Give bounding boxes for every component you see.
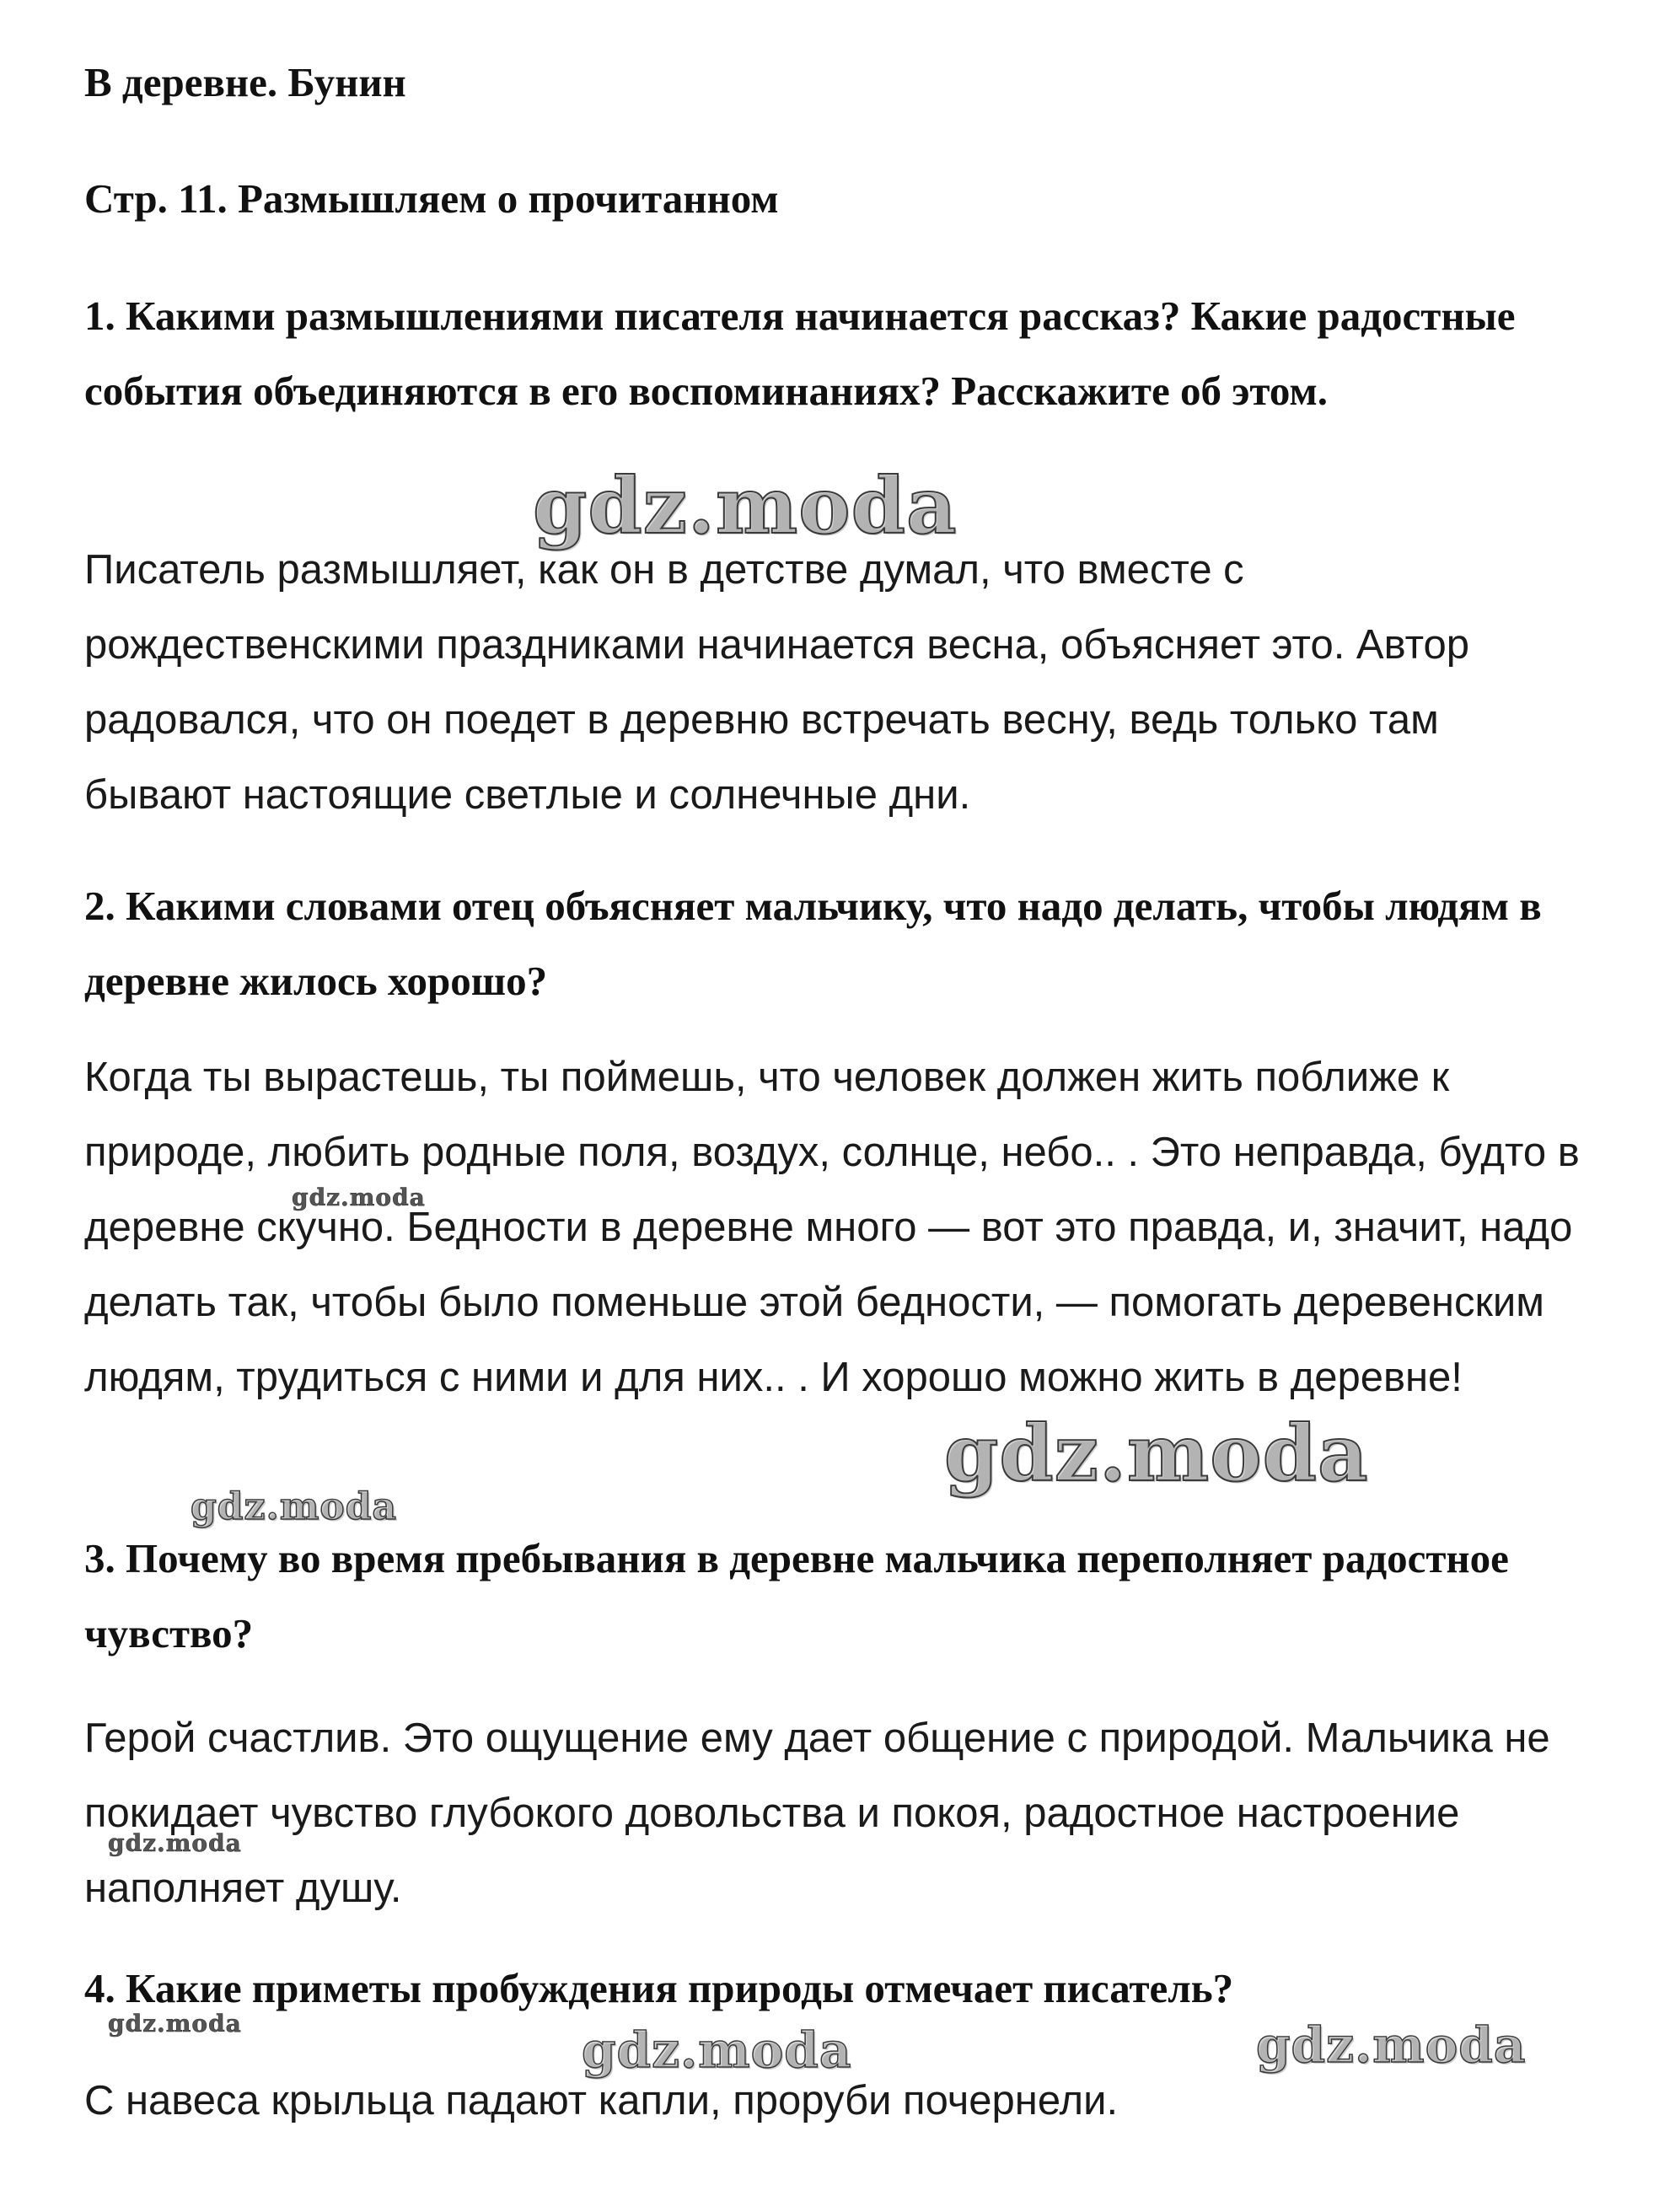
- watermark-logo: gdz.moda: [1256, 2016, 1527, 2074]
- question-2: 2. Какими словами отец объясняет мальчику, что надо делать, чтобы людям в деревне жилось хорошо?: [84, 883, 1542, 1004]
- watermark-logo: gdz.moda: [582, 2021, 852, 2079]
- document-subtitle: Стр. 11. Размышляем о прочитанном: [84, 175, 779, 222]
- question-1: 1. Какими размышлениями писателя начинается рассказ? Какие радостные события объединяются в его воспоминаниях? Расскажите об этом.: [84, 293, 1516, 414]
- watermark-logo: gdz.moda: [191, 1485, 398, 1528]
- question-3: 3. Почему во время пребывания в деревне мальчика переполняет радостное чувство?: [84, 1535, 1509, 1656]
- answer-3: Герой счастлив. Это ощущение ему дает общение с природой. Мальчика не покидает чувство глубокого довольства и покоя, радостное настроение наполняет душу.: [84, 1715, 1550, 1911]
- answer-1: Писатель размышляет, как он в детстве думал, что вместе с рождественскими праздниками начинается весна, объясняет это. Автор радовался, что он поедет в деревню встречать весну, ведь только там бывают настоящие светлые и солнечные дни.: [84, 547, 1469, 818]
- watermark-logo: gdz.moda: [108, 2010, 242, 2038]
- watermark-logo: gdz.moda: [533, 460, 958, 551]
- watermark-logo: gdz.moda: [292, 1184, 426, 1211]
- watermark-logo: gdz.moda: [108, 1829, 242, 1857]
- answer-2: Когда ты вырастешь, ты поймешь, что человек должен жить поближе к природе, любить родные поля, воздух, солнце, небо.. . Это неправда, будто в деревне скучно. Бедности в деревне много — вот это правда, и, значит, надо делать так, чтобы было поменьше этой бедности, — помогать деревенским людям, трудиться с ними и для них.. . И хорошо можно жить в деревне!: [84, 1055, 1580, 1400]
- watermark-logo: gdz.moda: [944, 1408, 1369, 1499]
- document-title: В деревне. Бунин: [84, 59, 406, 105]
- answer-4: С навеса крыльца падают капли, проруби почернели.: [84, 2078, 1119, 2123]
- question-4: 4. Какие приметы пробуждения природы отмечает писатель?: [84, 1965, 1234, 2011]
